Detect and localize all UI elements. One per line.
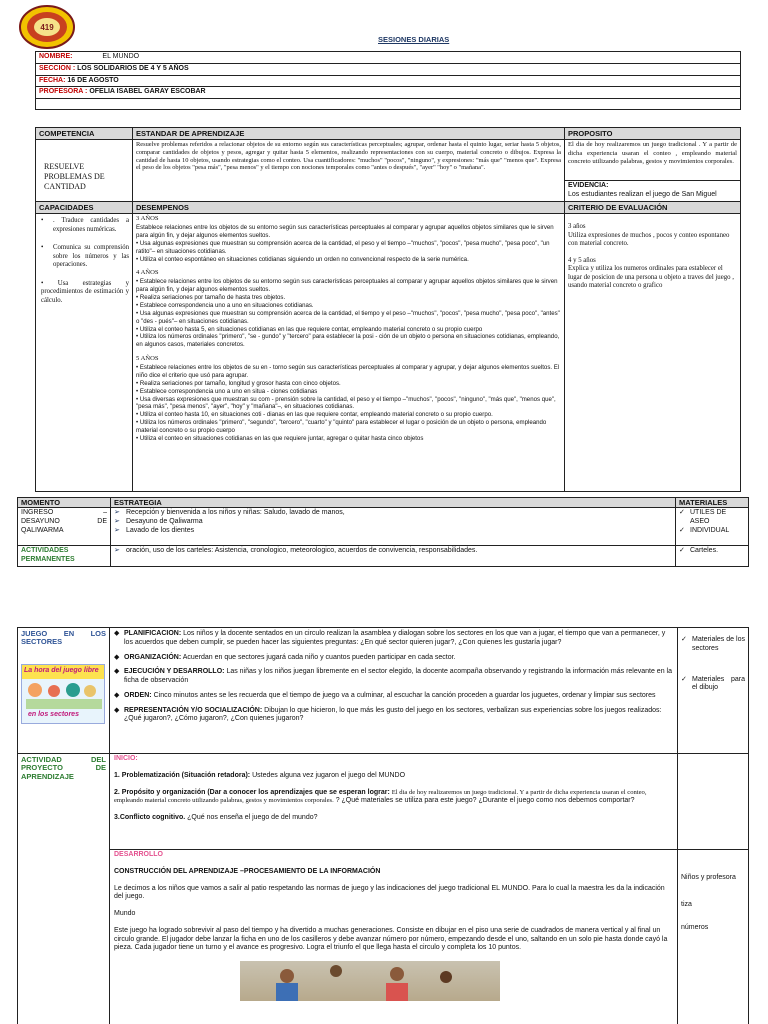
material-ninos-profesora: Niños y profesora bbox=[681, 874, 736, 881]
header-materiales: MATERIALES bbox=[676, 498, 749, 508]
header-momento: MOMENTO bbox=[18, 498, 111, 508]
estrategia-recepcion: ➢ Recepción y bienvenida a los niños y niñas: Saludo, lavado de manos, bbox=[114, 509, 672, 518]
juego-libre-image: La hora del juego libre en los sectores bbox=[21, 664, 105, 724]
info-row-profesora: PROFESORA : OFELIA ISABEL GARAY ESCOBAR bbox=[36, 87, 741, 99]
conflicto-cognitivo: 3.Conflicto cognitivo. ¿Qué nos enseña el juego de del mundo? bbox=[114, 814, 318, 821]
info-row-nombre: NOMBRE: EL MUNDO bbox=[36, 52, 741, 64]
material-individual: ✓ INDIVIDUAL bbox=[679, 527, 745, 536]
desempenos-5-title: 5 AÑOS bbox=[136, 355, 159, 363]
info-row-seccion: SECCION : LOS SOLIDARIOS DE 4 Y 5 AÑOS bbox=[36, 63, 741, 75]
desempeno-5-1: • Establece relaciones entre los objetos de su en - torno según sus características perceptuales al comparar y agrupar, y dejar algunos elementos sueltos. El niño dice el criterio que usó para agrupar. bbox=[136, 363, 560, 379]
juego-organizacion: ◆ ORGANIZACIÓN: Acuerdan en que sectores jugará cada niño y cuantos pueden participar en cada sector. bbox=[114, 654, 673, 663]
document-title: SESIONES DIARIAS bbox=[378, 35, 450, 44]
desempeno-4-5: • Utiliza el conteo hasta 5, en situaciones cotidianas en las que requiere contar, empleando material concreto o su propio cuerpo bbox=[136, 325, 483, 333]
desempeno-3-1: Establece relaciones entre los objetos de su entorno según sus características perceptuales al comparar y agrupar aquellos objetos similares que le sirven para algún fin, y dejar algunos elementos sueltos. bbox=[136, 223, 554, 239]
desempeno-3-2: • Usa algunas expresiones que muestran su comprensión acerca de la cantidad, el peso y el tiempo –"muchos", "pocos", "pesa mucho", "pesa poco", "un ratito"– en situaciones cotidianas. bbox=[136, 239, 550, 255]
evidencia-label: EVIDENCIA: bbox=[568, 182, 609, 190]
header-estandar: ESTANDAR DE APRENDIZAJE bbox=[133, 128, 565, 140]
material-utiles: ✓ UTILES DE ASEO bbox=[679, 509, 745, 527]
desempeno-5-3: • Establece correspondencia uno a uno en situa - ciones cotidianas bbox=[136, 387, 318, 395]
desempeno-5-5: • Utiliza el conteo hasta 10, en situaciones coti - dianas en las que requiere contar, empleando material concreto o su propio cuerpo. bbox=[136, 411, 493, 419]
desempeno-5-6: • Utiliza los números ordinales "primero", "segundo", "tercero", "cuarto" y "quinto" para establecer el lugar o posición de un objeto o persona, empleando material concreto o su propio cuerpo bbox=[136, 419, 547, 435]
desempeno-4-4: • Usa algunas expresiones que muestran su comprensión acerca de la cantidad, el tiempo y el peso –"muchos", "pocos", "pesa mucho", "pesa poco", "antes" o "des - pués"– en situaciones cotidianas. bbox=[136, 309, 560, 325]
estrategia-desayuno: ➢ Desayuno de Qaliwarma bbox=[114, 518, 672, 527]
desempeno-5-2: • Realiza seriaciones por tamaño, longitud y grosor hasta con cinco objetos. bbox=[136, 379, 341, 387]
desempenos-3-title: 3 AÑOS bbox=[136, 215, 159, 223]
school-seal bbox=[18, 5, 76, 50]
header-competencia: COMPETENCIA bbox=[36, 128, 133, 140]
material-dibujo: ✓ Materiales para el dibujo bbox=[681, 676, 745, 694]
proposito-organizacion: 2. Propósito y organización (Dar a conocer los aprendizajes que se esperan lograr: El dia de hoy realizaremos un juego tradicional. Y a partir de dicha experiencia usaran el conteo, empleando material concreto utilizando palabras, gestos y movimientos corporales. ? ¿Qué materiales se utiliza para este juego? ¿Durante el juego como nos debemos comportar? bbox=[114, 788, 647, 805]
actividad-label: ACTIVIDAD DEL PROYECTO DE APRENDIZAJE bbox=[21, 755, 106, 781]
evidencia-text: Los estudiantes realizan el juego de San Miguel bbox=[568, 191, 717, 199]
competencia-text: RESUELVE PROBLEMAS DE CANTIDAD bbox=[36, 140, 133, 202]
desarrollo-label: DESARROLLO bbox=[114, 851, 163, 858]
header-estrategia: ESTRATEGIA bbox=[111, 498, 676, 508]
juego-label: JUEGO EN LOS SECTORES bbox=[21, 629, 106, 646]
mundo-descripcion: Este juego ha logrado sobrevivir al paso del tiempo y ha divertido a muchas generaciones. Consiste en dibujar en el piso una serie de cuadrados de manera vertical y al final un circulo grande. El jugador debe lanzar la ficha en uno de los casilleros y debe avanzar número por número, empezando desde el uno, saltando en un solo pie hasta donde cayó la pieza. Cada jugador tiene un turno y el avance es progresivo. Logra el triunfo el que llega hasta el circulo y completa los 10 puntos. bbox=[114, 926, 668, 952]
juego-ejecucion: ◆ EJECUCIÓN Y DESARROLLO: Las niñas y los niños juegan libremente en el sector elegido, la docente acompaña observando y registrando la información más relevante en la ficha de observación bbox=[114, 668, 673, 686]
material-carteles: ✓ Carteles. bbox=[679, 547, 745, 556]
criterio-4-5: 4 y 5 años Explica y utiliza los numeros ordinales para establecer el lugar de posicion de una persona u objeto a traves del juego , usando material concreto o grafico bbox=[568, 256, 734, 290]
desempeno-4-6: • Utiliza los números ordinales "primero", "se - gundo" y "tercero" para establecer la posi - ción de un objeto o persona en situaciones cotidianas, empleando, en algunos casos, materiales concretos. bbox=[136, 333, 560, 349]
competencia-table bbox=[35, 127, 741, 492]
criterio-3: 3 años Utiliza expresiones de muchos , pocos y conteo espontaneo con material concreto. bbox=[568, 223, 730, 248]
estrategia-oracion: ➢ oración, uso de los carteles: Asistencia, cronologico, meteorologico, acuerdos de convivencia, responsabilidades. bbox=[114, 547, 672, 556]
capacidad-2: • Comunica su comprensión sobre los números y las operaciones. bbox=[41, 244, 129, 269]
momento-ingreso: INGRESO – DESAYUNO DE QALIWARMA bbox=[18, 508, 111, 546]
proposito-text: El dia de hoy realizaremos un juego tradicional . Y a partir de dicha experiencia usaran el conteo , empleando material concreto utilizando palabras, gestos y movimientos corporales. bbox=[568, 141, 737, 165]
desarrollo-indicacion: Le decimos a los niños que vamos a salir al patio respetando las normas de juego y las indicaciones del juego tradicional EL MUNDO. Para lo cual la maestra les da la indicación del juego. bbox=[114, 884, 665, 901]
desempeno-4-3: • Establece correspondencia uno a uno en situaciones cotidianas. bbox=[136, 301, 314, 309]
material-numeros: números bbox=[681, 923, 709, 931]
estandar-text: Resuelve problemas referidos a relacionar objetos de su entorno según sus características perceptuales; agrupar, ordenar hasta el quinto lugar, seriar hasta 5 objetos, comparar cantidades de objetos y pesos, agregar y quitar hasta 5 elementos, realizando representaciones con su cuerpo, material concreto o dibujos. Expresa la cantidad de hasta 10 objetos, usando estrategias como el conteo. Usa cuantificadores: "muchos" "pocos", "ninguno", y expresiones: "más que" "menos que". Expresa el peso de los objetos "pesa más", "pesa menos" y el tiempo con nociones temporales como "antes o después", "ayer" "hoy" o "mañana". bbox=[133, 140, 565, 202]
momento-actividades-permanentes: ACTIVIDADES PERMANENTES bbox=[18, 546, 111, 567]
momento-table bbox=[17, 497, 749, 567]
desempeno-4-2: • Realiza seriaciones por tamaño de hasta tres objetos. bbox=[136, 293, 286, 301]
material-tiza: tiza bbox=[681, 900, 692, 908]
desempeno-5-4: • Usa diversas expresiones que muestran su com - prensión sobre la cantidad, el peso y el tiempo –"muchos", "pocos", "ninguno", "más que", "menos que", "pesa más", "pesa menos", "ayer", "hoy" y "mañana"–, en situaciones cotidianas. bbox=[136, 395, 556, 411]
header-desempenos: DESEMPENOS bbox=[133, 201, 565, 213]
capacidad-1: • . Traduce cantidades a expresiones numéricas. bbox=[41, 217, 129, 233]
capacidad-3: • Usa estrategias y procedimientos de estimación y cálculo. bbox=[41, 279, 129, 304]
session-table bbox=[17, 627, 749, 1024]
children-playing-photo bbox=[240, 961, 500, 1001]
info-table bbox=[35, 51, 741, 110]
desempeno-4-1: • Establece relaciones entre los objetos de su entorno según sus características perceptuales al comparar y agrupar aquellos objetos similares que le sirven para algún fin, y dejar algunos elementos sueltos. bbox=[136, 277, 558, 293]
mundo-heading: Mundo bbox=[114, 910, 136, 917]
header-criterio: CRITERIO DE EVALUACIÓN bbox=[565, 201, 741, 213]
desempeno-5-7: • Utiliza el conteo en situaciones cotidianas en las que requiere juntar, agregar o quitar hasta cinco objetos bbox=[136, 435, 424, 443]
header-capacidades: CAPACIDADES bbox=[36, 201, 133, 213]
material-sectores: ✓ Materiales de los sectores bbox=[681, 636, 745, 654]
header-proposito: PROPOSITO bbox=[565, 128, 741, 140]
juego-planificacion: ◆ PLANIFICACION: Los niños y la docente sentados en un circulo realizan la asamblea y dialogan sobre los sectores en los que van a jugar, el tiempo que van a permanecer, y los acuerdos que deben cumplir, se pueden hacer las siguientes preguntas: ¿En qué sector quieren jugar?, ¿Con quienes les gustaría jugar? bbox=[114, 630, 673, 648]
juego-representacion: ◆ REPRESENTACIÓN Y/O SOCIALIZACIÓN: Dibujan lo que hicieron, lo que más les gusto del juego en los sectores, verbalizan sus experiencias sobre los juegos realizados: ¿Qué jugaron?, ¿Cómo jugaron?, ¿Con quienes jugaron? bbox=[114, 707, 673, 725]
inicio-label: INICIO: bbox=[114, 755, 138, 762]
construccion-title: CONSTRUCCIÓN DEL APRENDIZAJE –PROCESAMIENTO DE LA INFORMACIÓN bbox=[114, 867, 381, 875]
svg-text:419: 419 bbox=[40, 23, 54, 32]
desempeno-3-3: • Utiliza el conteo espontáneo en situaciones cotidianas siguiendo un orden no convencional respecto de la serie numérica. bbox=[136, 255, 469, 263]
problematizacion: 1. Problematización (Situación retadora): Ustedes alguna vez jugaron el juego del MUNDO bbox=[114, 771, 406, 779]
info-row-fecha: FECHA: 16 DE AGOSTO bbox=[36, 75, 741, 87]
desempenos-4-title: 4 AÑOS bbox=[136, 269, 159, 277]
estrategia-lavado: ➢ Lavado de los dientes bbox=[114, 527, 672, 536]
juego-orden: ◆ ORDEN: Cinco minutos antes se les recuerda que el tiempo de juego va a culminar, al escuchar la canción proceden a guardar los juguetes, ordenar y limpiar sus sectores bbox=[114, 692, 673, 701]
